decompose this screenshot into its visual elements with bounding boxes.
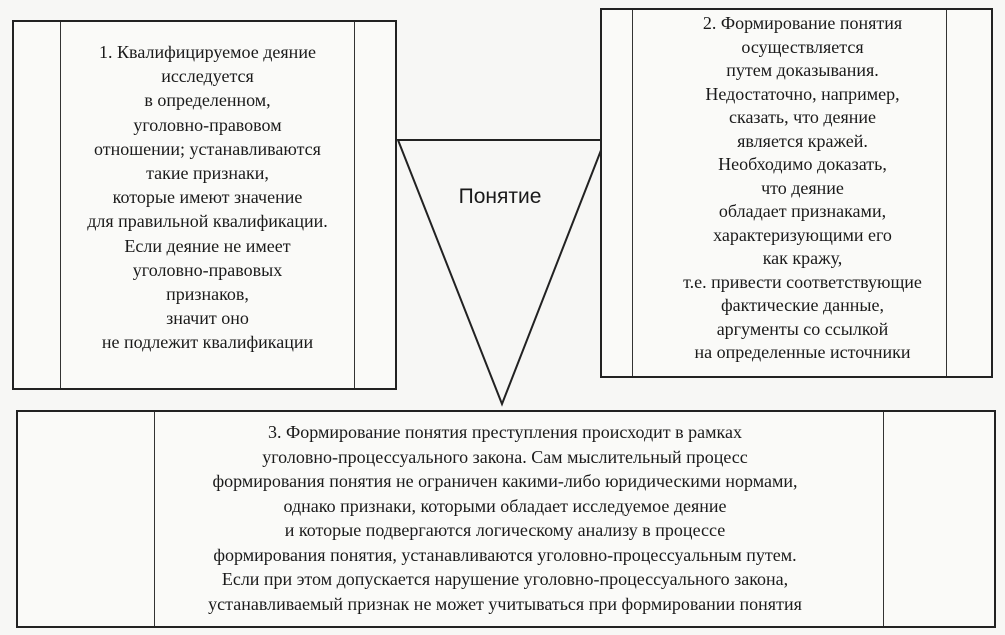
- box-2-line: фактические данные,: [720, 295, 884, 315]
- box-3-line: формирования понятия, устанавливаются уголовно-процессуальным путем.: [213, 544, 797, 565]
- box-2-line: путем доказывания.: [726, 60, 879, 80]
- box-2-line: Недостаточно, например,: [705, 83, 900, 104]
- box-3-line: и которые подвергаются логическому анализу в процессе: [284, 520, 726, 540]
- box-2-line: характеризующими его: [713, 224, 892, 245]
- box-3-line: 3. Формирование понятия преступления происходит в рамках: [268, 422, 742, 442]
- box-1-line: 1. Квалифицируемое деяние: [99, 42, 316, 62]
- box-1-line: не подлежит квалификации: [101, 332, 314, 353]
- box-2-line: аргументы со ссылкой: [716, 318, 889, 339]
- box-2-line: осуществляется: [741, 36, 864, 57]
- box-2-line: что деяние: [761, 177, 844, 198]
- box-2-line: обладает признаками,: [718, 201, 887, 221]
- box-1-line: уголовно-правовых: [132, 259, 283, 280]
- box-1-line: отношении; устанавливаются: [94, 138, 321, 159]
- box-1-line: признаков,: [166, 284, 249, 305]
- box-1-text: [60, 40, 355, 355]
- box-1-line: для правильной квалификации.: [87, 211, 328, 232]
- triangle-shape: [398, 140, 605, 404]
- box-1-line: в определенном,: [144, 90, 271, 111]
- concept-label: Понятие: [458, 185, 542, 208]
- box-3-line: формирования понятия не ограничен какими-либо юридическими нормами,: [212, 471, 798, 491]
- box-3-line: уголовно-процессуального закона. Сам мыслительный процесс: [262, 446, 748, 467]
- box-2-line: на определенные источники: [694, 342, 911, 362]
- box-2-text: [635, 12, 970, 365]
- box-2-line: 2. Формирование понятия: [702, 13, 903, 33]
- box-2-line: является кражей.: [737, 130, 868, 151]
- box-2-line: как кражу,: [762, 248, 843, 268]
- box-1-line: которые имеют значение: [112, 187, 303, 208]
- box-3-line: устанавливаемый признак не может учитываться при формировании понятия: [208, 593, 802, 614]
- box-1-line: такие признаки,: [146, 163, 269, 184]
- box-1-line: уголовно-правовом: [133, 114, 282, 135]
- box-2-line: Необходимо доказать,: [718, 154, 887, 174]
- box-1-line: значит оно: [166, 308, 249, 329]
- box-2-line: сказать, что деяние: [728, 107, 877, 127]
- box-3-text: [160, 420, 850, 616]
- box-1-line: исследуется: [161, 66, 254, 87]
- box-3-line: однако признаки, которыми обладает исследуемое деяние: [283, 495, 727, 516]
- box-1-line: Если деяние не имеет: [124, 235, 291, 256]
- box-3-line: Если при этом допускается нарушение уголовно-процессуального закона,: [221, 569, 789, 589]
- box-2-line: т.е. привести соответствующие: [683, 271, 922, 292]
